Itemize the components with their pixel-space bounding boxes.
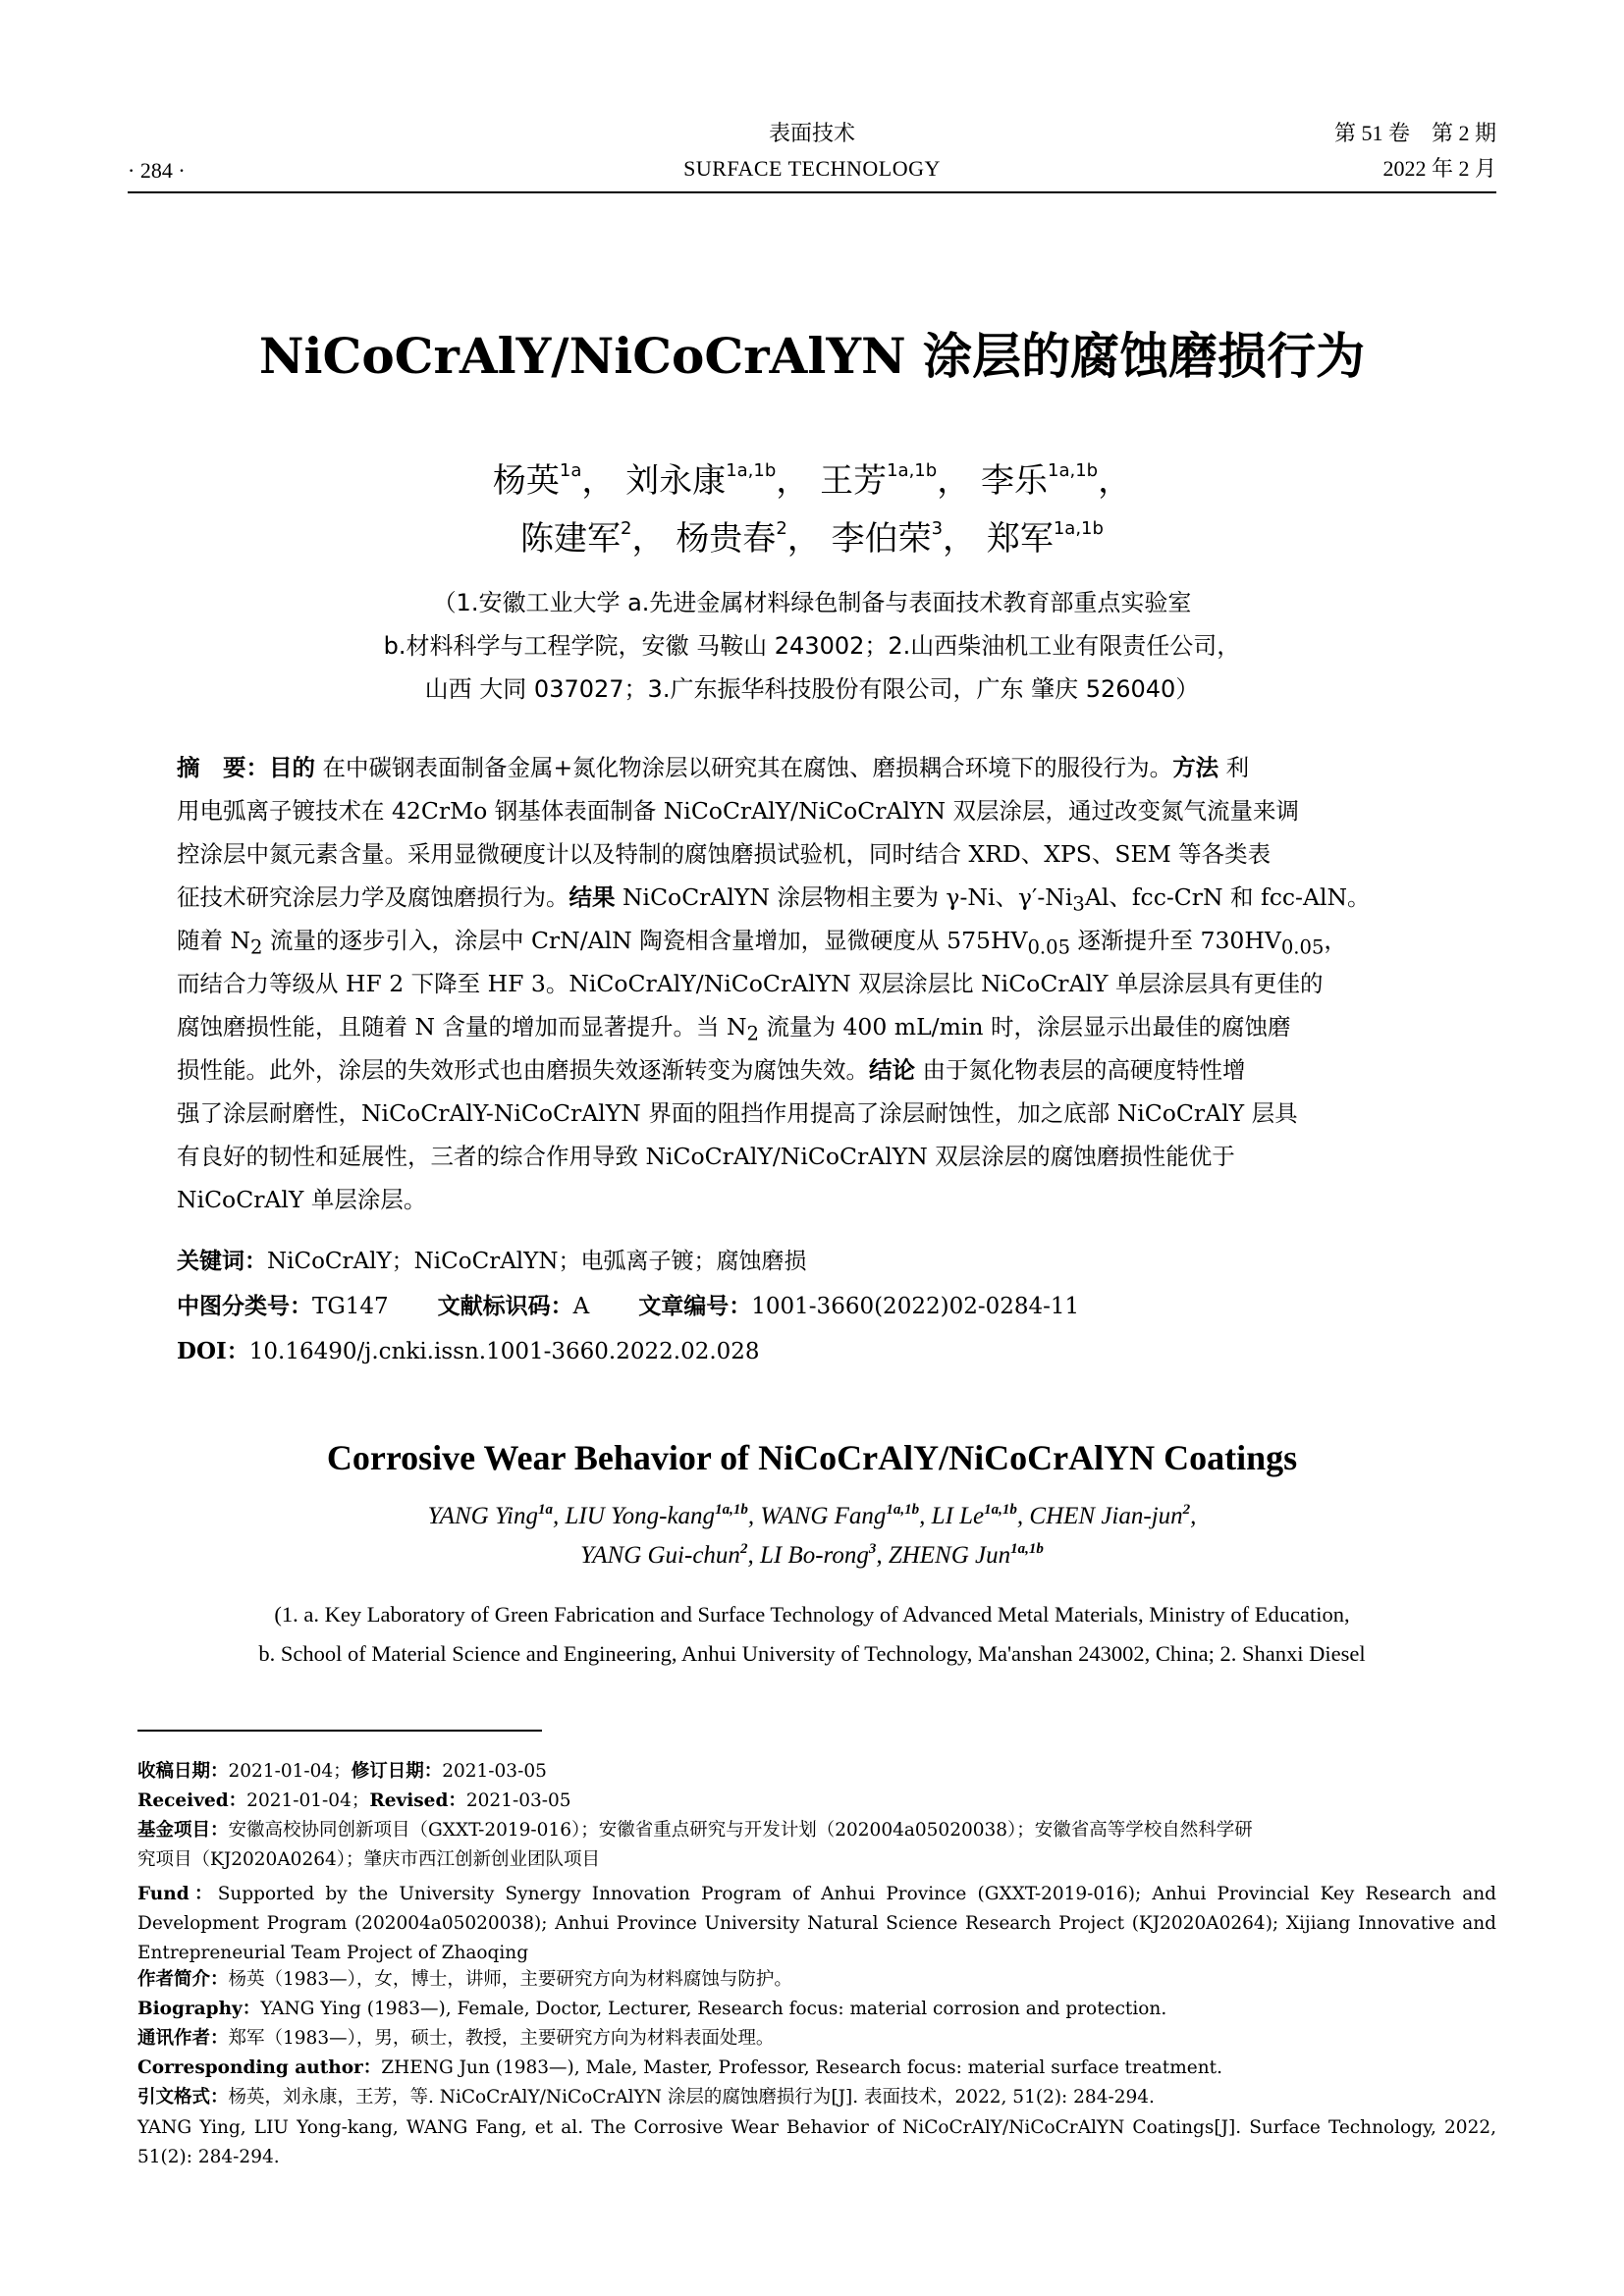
footnote-text: 杨英，刘永康，王芳，等. NiCoCrAlY/NiCoCrAlYN 涂层的腐蚀磨损行为[J]. 表面技术，2022, 51(2): 284-294.	[228, 2087, 1155, 2108]
footnote-text: 2021-03-05	[442, 1761, 547, 1782]
author-affiliation-mark: 3	[931, 518, 944, 539]
abstract-line: 有良好的韧性和延展性，三者的综合作用导致 NiCoCrAlY/NiCoCrAlYN 双层涂层的腐蚀磨损性能优于	[177, 1143, 1235, 1170]
abstract-text: 征技术研究涂层力学及腐蚀磨损行为。	[177, 883, 569, 911]
abstract-text: 随着 N	[177, 927, 251, 954]
journal-name-en: SURFACE TECHNOLOGY	[683, 156, 941, 181]
clc-value: TG147	[312, 1294, 389, 1319]
subscript: 2	[250, 935, 263, 959]
author-separator: ，	[937, 461, 971, 501]
footnote-text: 2021-03-05	[465, 1790, 571, 1811]
volume-issue: 第 51 卷 第 2 期	[1333, 121, 1496, 145]
subscript: 3	[1072, 892, 1085, 916]
purpose-label: 目的	[269, 754, 315, 781]
author-separator: ，	[581, 461, 616, 501]
footnote-label: 引文格式：	[137, 2087, 229, 2108]
abstract-text: NiCoCrAlYN 涂层物相主要为 γ-Ni、γ′-Ni	[622, 883, 1073, 911]
author-affiliation-mark: 2	[621, 518, 632, 539]
author-name-en: ZHENG Jun	[888, 1542, 1011, 1569]
footnote-text: Supported by the University Synergy Innovation Program of Anhui Province (GXXT-2019-016); Anhui Provincial Key Research and Development Program (202004a05020038); Anhui Province University Natural Science Research Project (KJ2020A0264); Xijiang Innovative and Entrepreneurial Team Project of Zhaoqing	[137, 1884, 1496, 1963]
doi	[177, 1329, 760, 1374]
author-affiliation-mark: 2	[776, 518, 787, 539]
author-separator: ,	[876, 1542, 889, 1569]
author-separator: ,	[1190, 1503, 1197, 1529]
page-number: · 284 ·	[128, 158, 186, 183]
abstract-line: 用电弧离子镀技术在 42CrMo 钢基体表面制备 NiCoCrAlY/NiCoCrAlYN 双层涂层，通过改变氮气流量来调	[177, 797, 1300, 825]
abstract-line: 强了涂层耐磨性，NiCoCrAlY-NiCoCrAlYN 界面的阻挡作用提高了涂层耐蚀性，加之底部 NiCoCrAlY 层具	[177, 1099, 1298, 1127]
author-affiliation-mark: 1a,1b	[886, 1502, 920, 1518]
abstract-text: 损性能。此外，涂层的失效形式也由磨损失效逐渐转变为腐蚀失效。	[177, 1056, 869, 1084]
author-name: 刘永康	[625, 461, 727, 501]
author-separator: ,	[1016, 1503, 1030, 1529]
abstract-line	[177, 876, 1453, 919]
author-separator: ，	[631, 519, 666, 559]
author-name: 郑军	[986, 519, 1054, 559]
author-affiliation-mark: 2	[1182, 1502, 1191, 1518]
author-affiliation-mark: 1a,1b	[887, 460, 938, 481]
author-separator: ，	[1098, 461, 1132, 501]
footnote-label: 通讯作者：	[137, 2028, 229, 2049]
abstract-label: 摘 要：	[177, 754, 269, 781]
page-title: NiCoCrAlY/NiCoCrAlYN 涂层的腐蚀磨损行为	[258, 327, 1366, 385]
footnote-bio-en	[137, 1995, 1496, 2024]
author-name: 李乐	[981, 461, 1048, 501]
article-no-label: 文章编号：	[638, 1294, 752, 1319]
author-name: 杨贵春	[676, 519, 777, 559]
author-name: 杨英	[492, 461, 560, 501]
abstract-line: 控涂层中氮元素含量。采用显微硬度计以及特制的腐蚀磨损试验机，同时结合 XRD、XPS、SEM 等各类表	[177, 840, 1272, 868]
author-name-en: YANG Ying	[427, 1503, 538, 1529]
author-affiliation-mark: 1a,1b	[715, 1502, 748, 1518]
footnote-received-en	[137, 1787, 1496, 1816]
footnote-label: Received：	[137, 1790, 247, 1811]
author-separator: ，	[776, 461, 810, 501]
footnote-text: YANG Ying (1983—), Female, Doctor, Lecturer, Research focus: material corrosion and protection.	[260, 1999, 1167, 2019]
abstract-text: ，	[1324, 927, 1347, 954]
author-separator: ,	[919, 1503, 932, 1529]
footnote-corr-cn	[137, 2024, 1496, 2054]
author-name-en: CHEN Jian-jun	[1029, 1503, 1183, 1529]
abstract-text: 流量为 400 mL/min 时，涂层显示出最佳的腐蚀磨	[759, 1013, 1291, 1041]
method-label: 方法	[1172, 754, 1219, 781]
author-affiliation-mark: 1a	[559, 460, 582, 481]
author-affiliation-mark: 2	[739, 1541, 748, 1557]
keywords-label: 关键词：	[177, 1249, 267, 1274]
author-name-en: WANG Fang	[760, 1503, 887, 1529]
affiliation-cn-line: b.材料科学与工程学院，安徽 马鞍山 243002；2.山西柴油机工业有限责任公司，	[383, 632, 1241, 660]
author-name: 陈建军	[520, 519, 622, 559]
author-name-en: LI Bo-rong	[759, 1542, 869, 1569]
author-affiliation-mark: 1a	[537, 1502, 553, 1518]
authors-cn-line1	[0, 456, 1624, 506]
article-no-value: 1001-3660(2022)02-0284-11	[751, 1294, 1080, 1319]
affiliation-cn-line: （1.安徽工业大学 a.先进金属材料绿色制备与表面技术教育部重点实验室	[432, 589, 1192, 616]
footnote-fund-cn	[137, 1816, 1496, 1845]
abstract-text: 腐蚀磨损性能，且随着 N 含量的增加而显著提升。当 N	[177, 1013, 747, 1041]
author-separator: ,	[747, 1542, 760, 1569]
author-name-en: LI Le	[931, 1503, 985, 1529]
abstract-line: NiCoCrAlY 单层涂层。	[177, 1186, 427, 1213]
abstract-line: 而结合力等级从 HF 2 下降至 HF 3。NiCoCrAlY/NiCoCrAlYN 双层涂层比 NiCoCrAlY 单层涂层具有更佳的	[177, 970, 1324, 997]
doi-link[interactable]: 10.16490/j.cnki.issn.1001-3660.2022.02.028	[248, 1339, 760, 1364]
footnote-label: Biography：	[137, 1999, 261, 2019]
footnote-fund-en	[137, 1880, 1496, 1968]
doc-code-value: A	[572, 1294, 590, 1319]
author-affiliation-mark: 1a,1b	[1048, 460, 1099, 481]
footnote-label: 修订日期：	[351, 1761, 443, 1782]
clc-label: 中图分类号：	[177, 1294, 312, 1319]
author-name-en: YANG Gui-chun	[580, 1542, 740, 1569]
abstract-text: 利	[1225, 754, 1250, 781]
doc-code-label: 文献标识码：	[437, 1294, 573, 1319]
author-affiliation-mark: 1a,1b	[1053, 518, 1104, 539]
issue-date: 2022 年 2 月	[1382, 156, 1496, 181]
abstract-text: Al、fcc-CrN 和 fcc-AlN。	[1084, 883, 1371, 911]
authors-cn-line2	[0, 514, 1624, 563]
author-affiliation-mark: 1a,1b	[726, 460, 777, 481]
footnote-received-cn	[137, 1757, 1496, 1787]
abstract-line	[177, 746, 1453, 789]
footnote-rule	[137, 1730, 542, 1732]
footnote-text: 郑军（1983—），男，硕士，教授，主要研究方向为材料表面处理。	[228, 2028, 775, 2049]
subscript: 0.05	[1280, 935, 1325, 959]
author-name: 王芳	[820, 461, 888, 501]
classification	[177, 1284, 1079, 1329]
doi-label: DOI：	[177, 1338, 249, 1364]
abstract	[177, 746, 1453, 1221]
footnote-fund-cn-cont: 究项目（KJ2020A0264）；肇庆市西江创新创业团队项目	[137, 1849, 601, 1870]
subscript: 2	[746, 1022, 760, 1045]
footnote-text: 杨英（1983—），女，博士，讲师，主要研究方向为材料腐蚀与防护。	[228, 1969, 792, 1990]
result-label: 结果	[568, 883, 616, 911]
footnote-text: 2021-01-04；	[228, 1761, 352, 1782]
author-name: 李伯荣	[831, 519, 932, 559]
author-separator: ，	[786, 519, 821, 559]
english-title: Corrosive Wear Behavior of NiCoCrAlY/NiCoCrAlYN Coatings	[326, 1438, 1298, 1477]
author-separator: ,	[747, 1503, 761, 1529]
footnote-label: Fund：	[137, 1884, 218, 1904]
authors-en-line2	[0, 1536, 1624, 1575]
journal-name-cn: 表面技术	[768, 121, 855, 145]
abstract-line	[177, 1048, 1453, 1092]
author-affiliation-mark: 1a,1b	[1010, 1541, 1044, 1557]
footnote-text: 安徽高校协同创新项目（GXXT-2019-016）；安徽省重点研究与开发计划（202004a05020038）；安徽省高等学校自然科学研	[228, 1820, 1253, 1841]
subscript: 0.05	[1027, 935, 1071, 959]
author-name-en: LIU Yong-kang	[565, 1503, 716, 1529]
affiliation-cn-line: 山西 大同 037027；3.广东振华科技股份有限公司，广东 肇庆 526040）	[424, 675, 1200, 703]
abstract-text: 流量的逐步引入，涂层中 CrN/AlN 陶瓷相含量增加，显微硬度从 575HV	[262, 927, 1028, 954]
conclusion-label: 结论	[869, 1056, 915, 1084]
abstract-text: 由于氮化物表层的高硬度特性增	[922, 1056, 1246, 1084]
abstract-text: 在中碳钢表面制备金属+氮化物涂层以研究其在腐蚀、磨损耦合环境下的服役行为。	[322, 754, 1173, 781]
authors-en-line1	[0, 1497, 1624, 1536]
footnote-cite-en: YANG Ying, LIU Yong-kang, WANG Fang, et al. The Corrosive Wear Behavior of NiCoCrAlY/NiCoCrAlYN Coatings[J]. Surface Technology, 2022, 51(2): 284-294.	[137, 2117, 1496, 2167]
abstract-text: 逐渐提升至 730HV	[1070, 927, 1281, 954]
footnote-label: Revised：	[369, 1790, 466, 1811]
keywords-text: NiCoCrAlY；NiCoCrAlYN；电弧离子镀；腐蚀磨损	[267, 1249, 807, 1274]
footnote-label: 收稿日期：	[137, 1761, 229, 1782]
footnote-bio-cn	[137, 1965, 1496, 1995]
footnote-cite-cn	[137, 2083, 1496, 2112]
footnote-label: 基金项目：	[137, 1820, 229, 1841]
abstract-line	[177, 919, 1453, 962]
affiliation-en-line: b. School of Material Science and Engineering, Anhui University of Technology, Ma'anshan 243002, China; 2. Shanxi Diesel	[258, 1641, 1366, 1666]
author-affiliation-mark: 1a,1b	[984, 1502, 1017, 1518]
keywords	[177, 1239, 806, 1284]
author-affiliation-mark: 3	[868, 1541, 877, 1557]
author-separator: ,	[552, 1503, 566, 1529]
author-separator: ，	[943, 519, 977, 559]
footnote-corr-en	[137, 2054, 1496, 2083]
footnote-label: 作者简介：	[137, 1969, 229, 1990]
abstract-line	[177, 1005, 1453, 1048]
affiliation-en-line: (1. a. Key Laboratory of Green Fabrication and Surface Technology of Advanced Metal Materials, Ministry of Education,	[274, 1602, 1350, 1627]
footnote-label: Corresponding author：	[137, 2057, 382, 2078]
header-rule	[128, 191, 1496, 193]
footnote-text: 2021-01-04；	[246, 1790, 370, 1811]
footnote-text: ZHENG Jun (1983—), Male, Master, Professor, Research focus: material surface treatment.	[381, 2057, 1222, 2078]
